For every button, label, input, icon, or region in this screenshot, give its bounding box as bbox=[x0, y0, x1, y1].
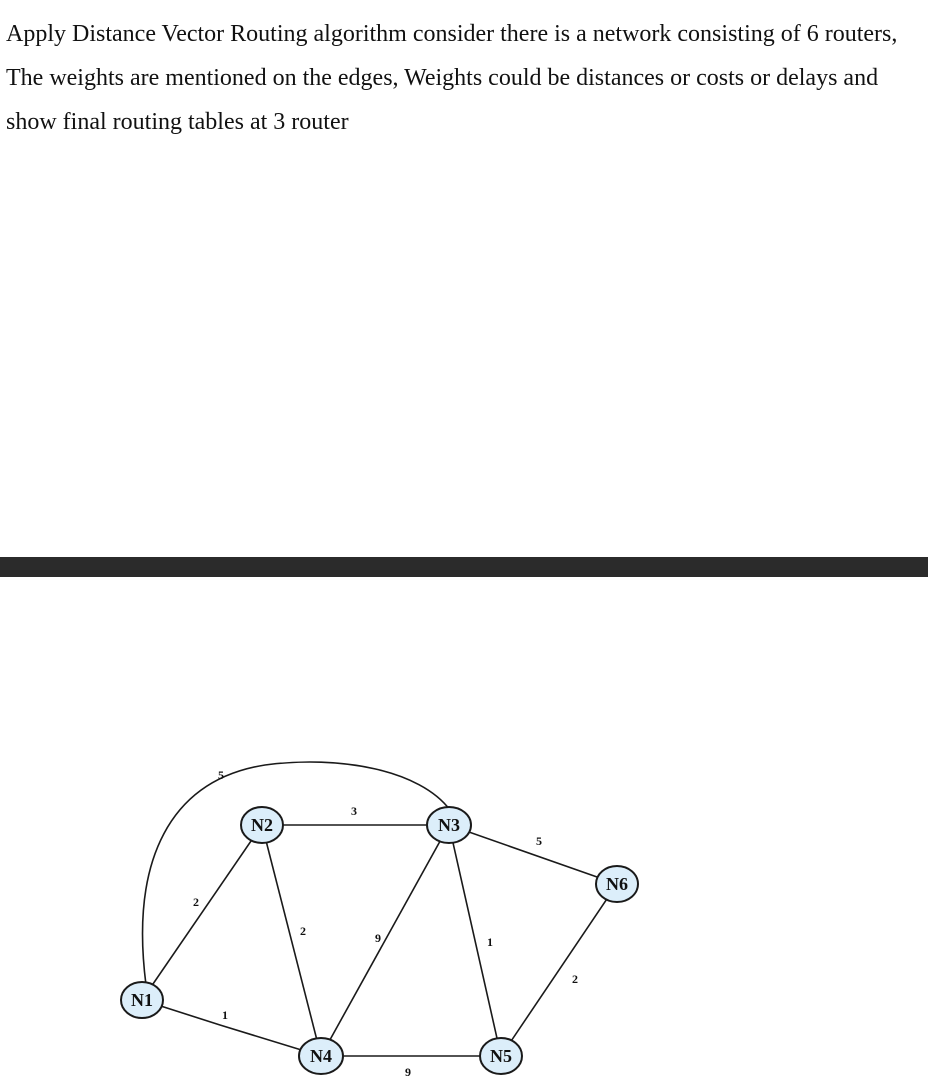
edge-weight-n3-n5: 1 bbox=[487, 935, 493, 949]
node-n2 bbox=[241, 807, 283, 843]
edge-weight-n1-n2: 2 bbox=[193, 895, 199, 909]
node-n6 bbox=[596, 866, 638, 902]
edge-weight-n1-n3: 5 bbox=[218, 768, 224, 782]
node-n4-label: N4 bbox=[310, 1046, 332, 1066]
edge-n1-n3 bbox=[143, 762, 450, 985]
node-n3 bbox=[427, 807, 471, 843]
node-n2-label: N2 bbox=[251, 815, 273, 835]
edge-weight-n1-n4: 1 bbox=[222, 1008, 228, 1022]
edge-weight-n5-n6: 2 bbox=[572, 972, 578, 986]
node-n1 bbox=[121, 982, 163, 1018]
edge-n3-n6 bbox=[449, 825, 617, 884]
edge-n2-n4 bbox=[262, 825, 321, 1056]
edge-weight-n4-n3: 9 bbox=[375, 931, 381, 945]
node-n6-label: N6 bbox=[606, 874, 628, 894]
edge-n4-n3 bbox=[321, 825, 449, 1056]
edge-n3-n5 bbox=[449, 825, 501, 1056]
question-text: Apply Distance Vector Routing algorithm consider there is a network consisting of 6 routers, The weights are mentioned on the edges, Weights could be distances or costs or delays and show final routing tables at 3 router bbox=[6, 21, 898, 135]
node-n5-label: N5 bbox=[490, 1046, 512, 1066]
node-n1-label: N1 bbox=[131, 990, 153, 1010]
edge-weight-n3-n6: 5 bbox=[536, 834, 542, 848]
edge-weight-n2-n4: 2 bbox=[300, 924, 306, 938]
node-n5 bbox=[480, 1038, 522, 1074]
node-n3-label: N3 bbox=[438, 815, 460, 835]
node-n4 bbox=[299, 1038, 343, 1074]
edge-weight-n2-n3: 3 bbox=[351, 804, 357, 818]
edge-weight-n4-n5: 9 bbox=[405, 1065, 411, 1079]
edge-n5-n6 bbox=[501, 884, 617, 1056]
edge-n1-n4 bbox=[142, 1000, 321, 1056]
edge-n1-n2 bbox=[142, 825, 262, 1000]
